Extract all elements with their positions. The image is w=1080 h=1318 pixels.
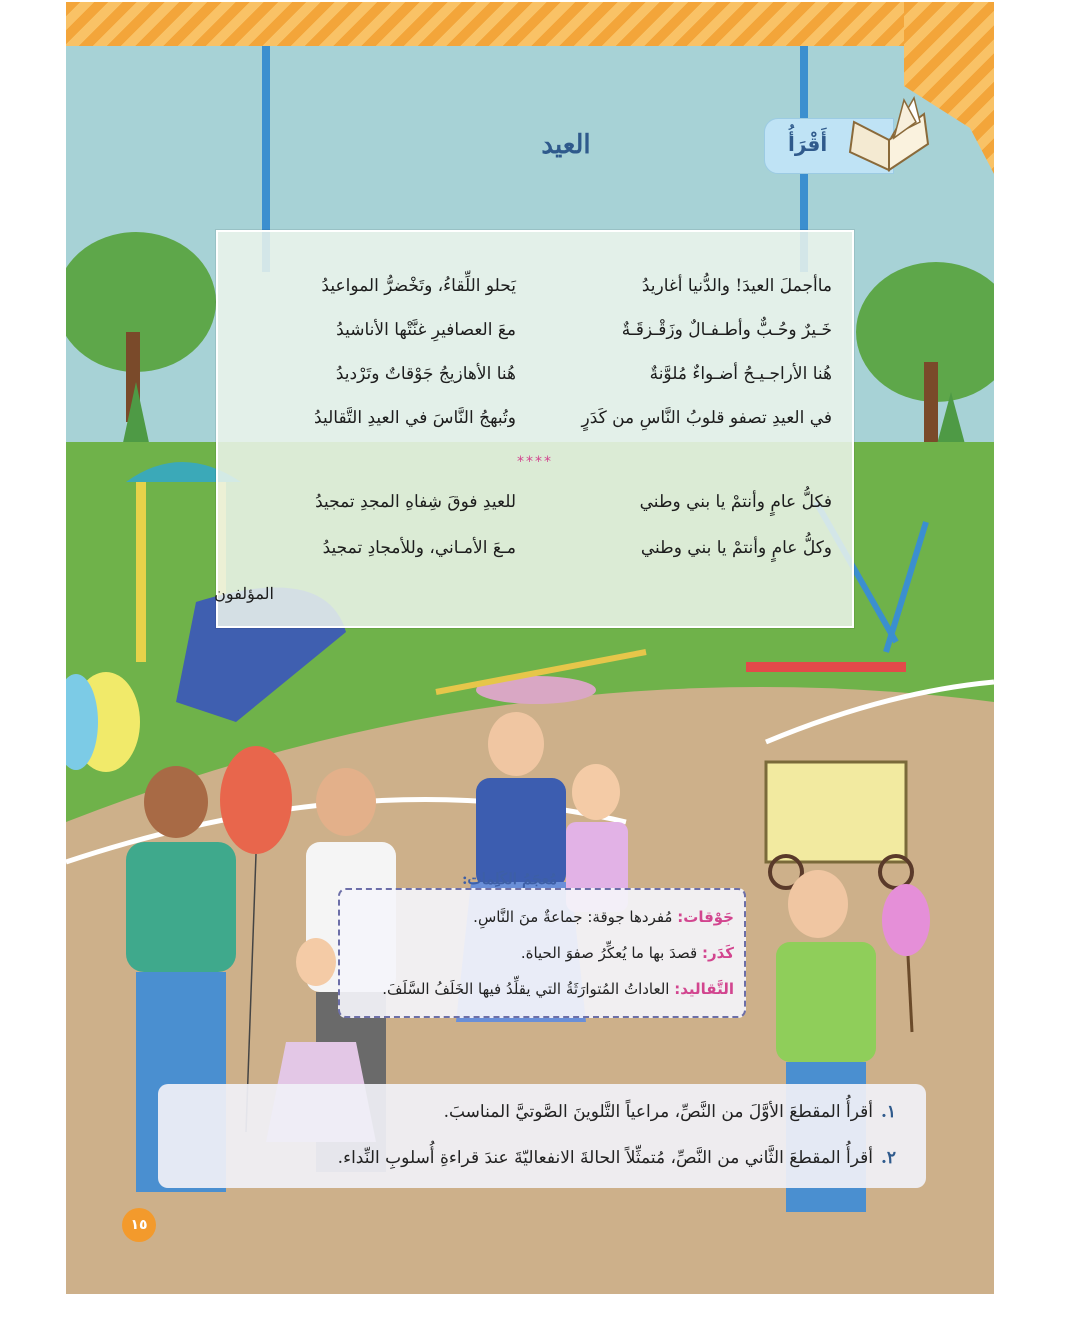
poem-verse-right: هُنا الأراجـيـحُ أضـواءٌ مُلوَّنةٌ [649,364,832,384]
glossary-term: جَوْقات: [677,908,734,926]
exercise-item [338,1148,896,1168]
poem-verse-left: يَحلو اللِّقاءُ، وتَخْضرُّ المواعيدُ [321,276,516,296]
poem-verse-left: للعيدِ فوقَ شِفاهِ المجدِ تمجيدُ [315,492,516,512]
poem-author: المؤلفون [214,584,274,603]
glossary-term: كَدَر: [701,944,734,962]
glossary-box [338,888,746,1018]
poem-box [216,230,854,628]
glossary-entry [521,944,734,962]
glossary-definition: العاداتُ المُتوارَثَةُ التي يقلِّدُ فيها الخَلَفُ السَّلَفَ. [382,980,670,998]
textbook-page [66,2,994,1294]
exercise-number: ١. [880,1102,896,1122]
poem-verse-left: مـعَ الأمـاني، وللأمجادِ تمجيدُ [322,538,516,558]
page-title: العيد [541,130,591,160]
glossary-entry [473,908,734,926]
glossary-term: التَّقاليد: [674,980,734,998]
poem-verse-right: خَـيرٌ وحُـبٌّ وأطـفـالٌ وزَقْـزقَـةٌ [621,320,832,340]
stanza-separator: **** [517,454,553,470]
poem-verse-left: هُنا الأهازيجُ جَوْقاتٌ وتَرْديدُ [335,364,516,384]
exercise-text: أقرأُ المقطعَ الأوَّلَ من النَّصِّ، مراعياً التَّلوينَ الصَّوتيَّ المناسبَ. [443,1102,873,1122]
exercise-number: ٢. [880,1148,896,1168]
poem-verse-right: ماأجملَ العيدَ! والدُّنيا أغاريدُ [641,276,832,296]
exercise-text: أقرأُ المقطعَ الثَّاني من النَّصِّ، مُتمثِّلاً الحالةَ الانفعاليّةَ عندَ قراءةِ أُسلوبِ النِّداء. [337,1148,873,1168]
glossary-entry [382,980,734,998]
glossary-title: مُعجَمُ الكَلِمات: [462,870,558,888]
top-decorative-stripe [66,2,994,46]
glossary-definition: قصدَ بها ما يُعكِّرُ صفوَ الحياة. [520,944,698,962]
poem-verse-right: وكلُّ عامٍ وأنتمْ يا بني وطني [640,538,832,558]
exercises-box [158,1084,926,1188]
poem-verse-right: فكلُّ عامٍ وأنتمْ يا بني وطني [639,492,832,512]
poem-verse-left: وتُبهجُ النَّاسَ في العيدِ التَّقاليدُ [314,408,516,428]
poem-verse-right: في العيدِ تصفو قلوبُ النَّاسِ من كَدَرٍ [581,408,832,428]
exercise-item [444,1102,896,1122]
glossary-definition: مُفردها جوقة: جماعةٌ منَ النَّاسِ. [473,908,673,926]
page-number: ١٥ [122,1208,156,1242]
section-label: أَقْرَأُ [788,132,828,156]
poem-verse-left: معَ العصافيرِ غنَّتْها الأناشيدُ [336,320,516,340]
